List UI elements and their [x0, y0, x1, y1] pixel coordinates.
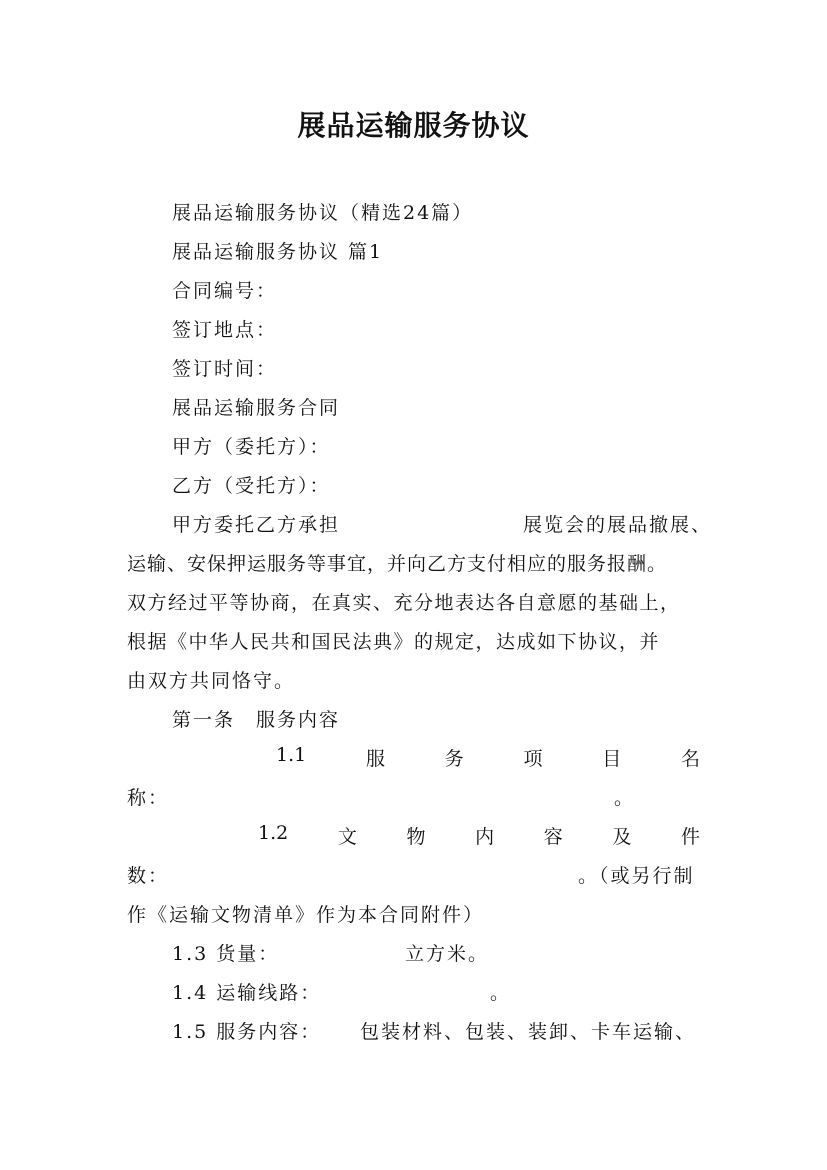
- item-1-1-number: 1.1: [276, 744, 307, 766]
- spread-char: 目: [602, 748, 622, 770]
- spread-char: 件: [680, 826, 700, 848]
- item-1-3-unit: 立方米。: [405, 943, 490, 965]
- contract-number-label: 合同编号：: [172, 280, 278, 302]
- party-b-label: 乙方（受托方）：: [172, 475, 331, 497]
- paragraph-line: 展览会的展品撤展、: [523, 514, 713, 536]
- spread-char: 文: [337, 826, 357, 848]
- spread-char: 容: [543, 826, 563, 848]
- period-mark: 。: [614, 787, 636, 809]
- spread-char: 物: [406, 826, 426, 848]
- item-1-2-tail: 。（或另行制: [578, 865, 695, 887]
- sign-time-label: 签订时间：: [172, 358, 278, 380]
- document-title: 展品运输服务协议: [297, 109, 530, 142]
- spread-char: 务: [444, 748, 464, 770]
- party-a-label: 甲方（委托方）：: [172, 436, 331, 458]
- spread-char: 名: [680, 748, 700, 770]
- item-1-3-label: 1.3 货量：: [172, 943, 280, 965]
- item-1-4-label: 1.4 运输线路：: [172, 982, 322, 1004]
- period-mark: 。: [490, 982, 512, 1004]
- subtitle-line: 展品运输服务协议（精选24篇）: [172, 202, 474, 224]
- paragraph-line: 由双方共同恪守。: [127, 670, 296, 692]
- paragraph-line: 双方经过平等协商，在真实、充分地表达各自意愿的基础上，: [127, 592, 681, 614]
- item-1-2-label: 数：: [127, 865, 170, 887]
- item-1-2-heading: [258, 822, 700, 849]
- article-heading: 第一条 服务内容: [172, 709, 341, 731]
- item-1-5-label: 1.5 服务内容：: [172, 1021, 322, 1043]
- sign-location-label: 签订地点：: [172, 319, 278, 341]
- spread-char: 项: [523, 748, 543, 770]
- spread-char: 服: [365, 748, 385, 770]
- paragraph-line: 运输、安保押运服务等事宜，并向乙方支付相应的服务报酬。: [127, 553, 668, 575]
- paragraph-line: 根据《中华人民共和国民法典》的规定，达成如下协议，并: [127, 631, 661, 653]
- item-1-2-note: 作《运输文物清单》作为本合同附件）: [127, 904, 485, 926]
- spread-char: 内: [475, 826, 495, 848]
- item-1-1-label: 称：: [127, 787, 170, 809]
- spread-char: 及: [612, 826, 632, 848]
- paragraph-line: 甲方委托乙方承担: [172, 514, 341, 536]
- item-1-5-content: 包装材料、包装、装卸、卡车运输、: [360, 1021, 697, 1043]
- item-1-2-number: 1.2: [258, 822, 289, 844]
- contract-name: 展品运输服务合同: [172, 397, 341, 419]
- section-heading: 展品运输服务协议 篇1: [172, 241, 384, 263]
- item-1-1-heading: [276, 744, 700, 771]
